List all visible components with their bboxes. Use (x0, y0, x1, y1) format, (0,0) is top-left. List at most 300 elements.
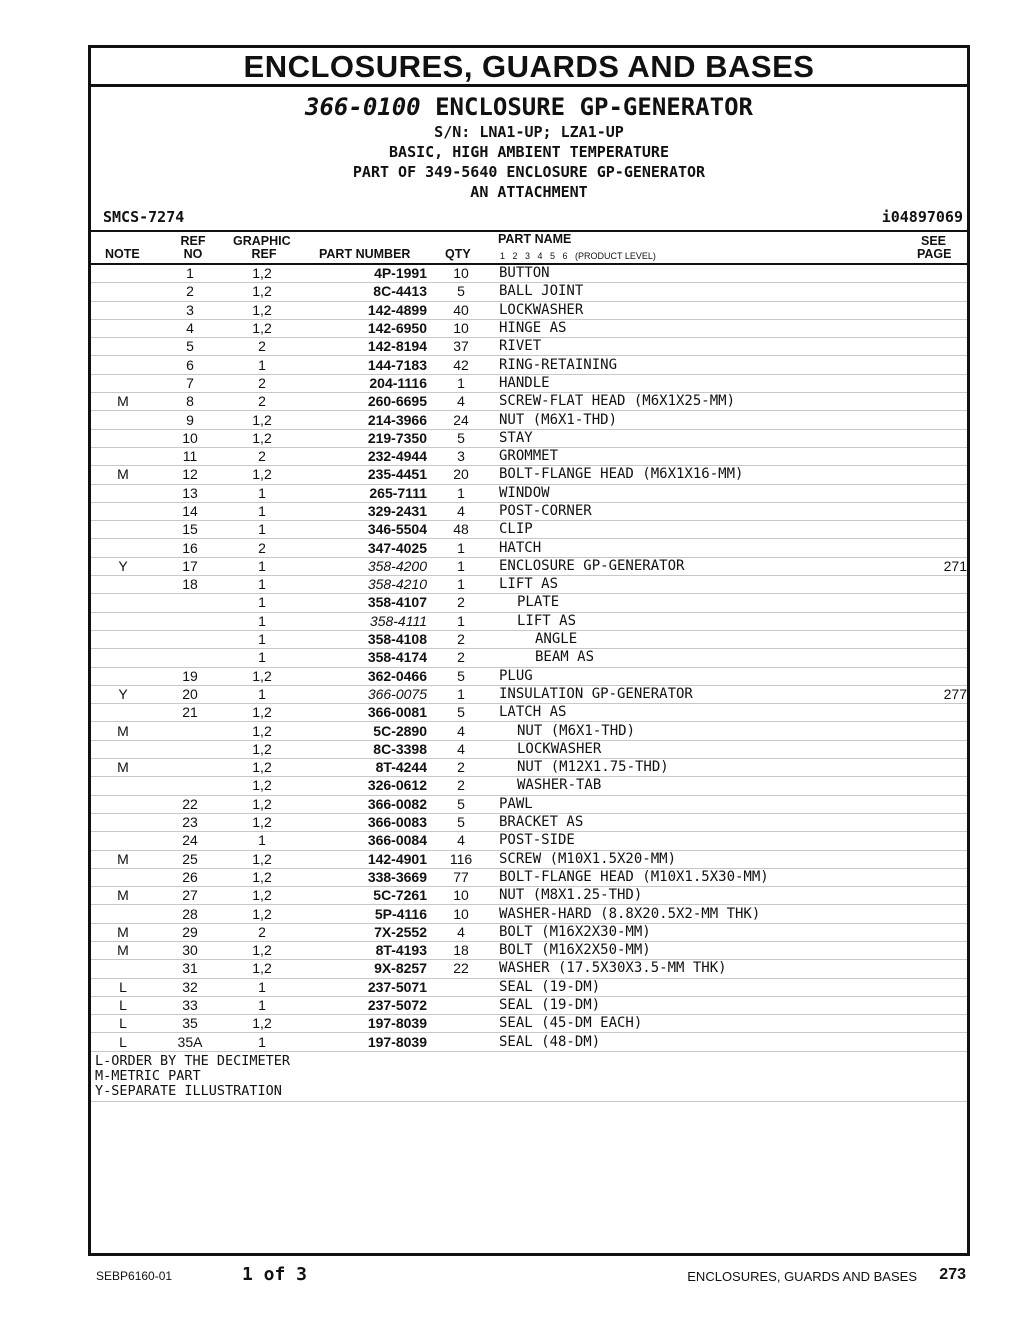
part-name-cell: LIFT AS (495, 612, 889, 630)
note-cell: M (91, 923, 155, 941)
graphic-ref-cell: 1 (225, 832, 299, 850)
note-cell (91, 319, 155, 337)
qty-cell: 37 (427, 338, 495, 356)
graphic-ref-cell: 1,2 (225, 283, 299, 301)
table-row (91, 649, 967, 667)
part-name-cell: HANDLE (495, 374, 889, 392)
qty-cell: 3 (427, 447, 495, 465)
qty-cell: 4 (427, 740, 495, 758)
qty-cell: 10 (427, 905, 495, 923)
part-name-cell: BRACKET AS (495, 813, 889, 831)
see-page-cell (889, 850, 967, 868)
part-name-cell: NUT (M12X1.75-THD) (495, 759, 889, 777)
part-name-cell: BEAM AS (495, 649, 889, 667)
footer-section-title: ENCLOSURES, GUARDS AND BASES (687, 1269, 917, 1284)
note-cell (91, 502, 155, 520)
part-name-cell: SCREW (M10X1.5X20-MM) (495, 850, 889, 868)
note-cell (91, 283, 155, 301)
see-page-cell (889, 887, 967, 905)
table-row (91, 594, 967, 612)
qty-cell: 10 (427, 319, 495, 337)
part-name-cell: ENCLOSURE GP-GENERATOR (495, 557, 889, 575)
see-page-cell (889, 576, 967, 594)
ref-no-cell: 21 (155, 704, 225, 722)
graphic-ref-cell: 1,2 (225, 466, 299, 484)
see-page-cell (889, 667, 967, 685)
note-line: Y-SEPARATE ILLUSTRATION (95, 1082, 282, 1099)
see-page-cell (889, 356, 967, 374)
qty-cell: 10 (427, 265, 495, 283)
part-number-cell: 142-8194 (299, 338, 427, 356)
table-row (91, 447, 967, 465)
col-graphic-2: REF (251, 247, 277, 261)
note-cell: M (91, 759, 155, 777)
part-number-cell: 358-4111 (299, 612, 427, 630)
qty-cell: 4 (427, 923, 495, 941)
part-name-cell: PAWL (495, 795, 889, 813)
see-page-cell (889, 960, 967, 978)
qty-cell: 5 (427, 795, 495, 813)
table-row (91, 374, 967, 392)
part-number-cell: 358-4107 (299, 594, 427, 612)
table-row (91, 539, 967, 557)
table-row (91, 832, 967, 850)
graphic-ref-cell: 1,2 (225, 319, 299, 337)
qty-cell: 116 (427, 850, 495, 868)
col-ref-1: REF (180, 234, 206, 248)
note-cell (91, 301, 155, 319)
qty-cell (427, 978, 495, 996)
ref-no-cell (155, 649, 225, 667)
see-page-cell (889, 612, 967, 630)
qty-cell: 5 (427, 429, 495, 447)
ref-no-cell: 23 (155, 813, 225, 831)
qty-cell: 4 (427, 832, 495, 850)
see-page-cell (889, 630, 967, 648)
graphic-ref-cell: 1 (225, 996, 299, 1014)
see-page-cell (889, 1015, 967, 1033)
see-page-cell (889, 868, 967, 886)
ref-no-cell: 27 (155, 887, 225, 905)
graphic-ref-cell: 1,2 (225, 1015, 299, 1033)
table-row (91, 612, 967, 630)
note-cell: L (91, 978, 155, 996)
graphic-ref-cell: 1,2 (225, 905, 299, 923)
see-page-cell (889, 905, 967, 923)
part-name-cell: STAY (495, 429, 889, 447)
part-number-cell: 329-2431 (299, 502, 427, 520)
graphic-ref-cell: 1,2 (225, 704, 299, 722)
part-name-cell: PLATE (495, 594, 889, 612)
table-row (91, 265, 967, 283)
ref-no-cell: 22 (155, 795, 225, 813)
see-page-cell (889, 521, 967, 539)
table-row (91, 521, 967, 539)
parts-table-body (91, 265, 967, 1051)
part-number-cell: 237-5071 (299, 978, 427, 996)
section-title: ENCLOSURES, GUARDS AND BASES (91, 48, 967, 87)
part-number-cell: 232-4944 (299, 447, 427, 465)
see-page-cell (889, 1033, 967, 1051)
see-page-cell (889, 283, 967, 301)
part-number-cell: 214-3966 (299, 411, 427, 429)
part-name-cell: LOCKWASHER (495, 301, 889, 319)
part-name-cell: WASHER-HARD (8.8X20.5X2-MM THK) (495, 905, 889, 923)
graphic-ref-cell: 1 (225, 594, 299, 612)
ref-no-cell: 5 (155, 338, 225, 356)
ref-no-cell: 19 (155, 667, 225, 685)
table-row (91, 996, 967, 1014)
graphic-ref-cell: 1,2 (225, 941, 299, 959)
ref-no-cell: 14 (155, 502, 225, 520)
ref-no-cell: 11 (155, 447, 225, 465)
ref-no-cell: 7 (155, 374, 225, 392)
graphic-ref-cell: 1,2 (225, 795, 299, 813)
ref-no-cell: 20 (155, 685, 225, 703)
note-line: L-ORDER BY THE DECIMETER (95, 1052, 291, 1069)
ref-no-cell: 8 (155, 393, 225, 411)
graphic-ref-cell: 1,2 (225, 777, 299, 795)
graphic-ref-cell: 1 (225, 576, 299, 594)
ref-no-cell: 24 (155, 832, 225, 850)
graphic-ref-cell: 1,2 (225, 722, 299, 740)
col-qty: QTY (445, 247, 471, 261)
part-number-cell: 5C-2890 (299, 722, 427, 740)
note-cell (91, 868, 155, 886)
col-ref-2: NO (183, 247, 203, 261)
table-row (91, 393, 967, 411)
note-cell (91, 704, 155, 722)
part-number-cell: 144-7183 (299, 356, 427, 374)
qty-cell: 5 (427, 667, 495, 685)
see-page-cell (889, 594, 967, 612)
part-number-cell: 142-6950 (299, 319, 427, 337)
publication-number: SEBP6160-01 (96, 1269, 173, 1283)
table-row (91, 356, 967, 374)
table-row (91, 1033, 967, 1051)
part-number-cell: 347-4025 (299, 539, 427, 557)
qty-cell: 2 (427, 759, 495, 777)
part-number-cell: 142-4901 (299, 850, 427, 868)
ref-no-cell: 32 (155, 978, 225, 996)
ref-no-cell: 18 (155, 576, 225, 594)
part-name-cell: BOLT (M16X2X50-MM) (495, 941, 889, 959)
qty-cell: 22 (427, 960, 495, 978)
page-footer (0, 1264, 1020, 1288)
note-cell (91, 813, 155, 831)
qty-cell: 1 (427, 374, 495, 392)
table-row (91, 557, 967, 575)
part-number-cell: 265-7111 (299, 484, 427, 502)
qty-cell: 2 (427, 777, 495, 795)
note-cell: L (91, 1033, 155, 1051)
group-name: ENCLOSURE GP-GENERATOR (435, 93, 753, 121)
see-page-cell (889, 740, 967, 758)
part-number-cell: 7X-2552 (299, 923, 427, 941)
note-cell (91, 667, 155, 685)
qty-cell: 4 (427, 393, 495, 411)
graphic-ref-cell: 1,2 (225, 667, 299, 685)
table-row (91, 576, 967, 594)
note-cell (91, 777, 155, 795)
ref-no-cell: 17 (155, 557, 225, 575)
part-name-cell: BOLT-FLANGE HEAD (M6X1X16-MM) (495, 466, 889, 484)
ref-no-cell: 30 (155, 941, 225, 959)
column-header (91, 232, 967, 265)
see-page-cell (889, 941, 967, 959)
part-number-cell: 8C-4413 (299, 283, 427, 301)
heading-line-4: AN ATTACHMENT (470, 183, 588, 201)
parts-table (91, 265, 967, 1052)
qty-cell: 24 (427, 411, 495, 429)
part-number-cell: 219-7350 (299, 429, 427, 447)
part-number-cell: 358-4200 (299, 557, 427, 575)
qty-cell: 20 (427, 466, 495, 484)
see-page-cell (889, 795, 967, 813)
page-of: 1 of 3 (242, 1264, 308, 1285)
table-row (91, 301, 967, 319)
ref-no-cell: 29 (155, 923, 225, 941)
heading-line-3: PART OF 349-5640 ENCLOSURE GP-GENERATOR (352, 163, 706, 181)
see-page-cell (889, 447, 967, 465)
table-row (91, 978, 967, 996)
part-number-cell: 366-0084 (299, 832, 427, 850)
catalog-page-frame (88, 45, 970, 1256)
ref-no-cell: 15 (155, 521, 225, 539)
graphic-ref-cell: 1,2 (225, 868, 299, 886)
see-page-cell (889, 393, 967, 411)
part-name-cell: ANGLE (495, 630, 889, 648)
part-name-cell: NUT (M8X1.25-THD) (495, 887, 889, 905)
qty-cell: 5 (427, 704, 495, 722)
table-row (91, 484, 967, 502)
part-number-cell: 326-0612 (299, 777, 427, 795)
graphic-ref-cell: 1 (225, 685, 299, 703)
note-cell (91, 649, 155, 667)
table-row (91, 411, 967, 429)
note-cell: Y (91, 557, 155, 575)
graphic-ref-cell: 2 (225, 338, 299, 356)
part-name-cell: WINDOW (495, 484, 889, 502)
see-page-cell (889, 832, 967, 850)
note-cell (91, 832, 155, 850)
qty-cell (427, 996, 495, 1014)
ref-no-cell: 2 (155, 283, 225, 301)
part-number-cell: 9X-8257 (299, 960, 427, 978)
see-page-cell (889, 319, 967, 337)
note-cell (91, 795, 155, 813)
qty-cell: 1 (427, 576, 495, 594)
col-part-name: PART NAME (498, 232, 572, 246)
table-row (91, 429, 967, 447)
ref-no-cell: 9 (155, 411, 225, 429)
graphic-ref-cell: 1,2 (225, 813, 299, 831)
ref-no-cell: 10 (155, 429, 225, 447)
see-page-cell: 271 (889, 557, 967, 575)
part-number-cell: 346-5504 (299, 521, 427, 539)
see-page-cell (889, 374, 967, 392)
note-cell (91, 374, 155, 392)
table-row (91, 1015, 967, 1033)
graphic-ref-cell: 1 (225, 612, 299, 630)
note-cell (91, 411, 155, 429)
part-name-cell: SEAL (48-DM) (495, 1033, 889, 1051)
qty-cell: 5 (427, 813, 495, 831)
graphic-ref-cell: 1 (225, 557, 299, 575)
part-number-cell: 362-0466 (299, 667, 427, 685)
note-cell (91, 594, 155, 612)
graphic-ref-cell: 2 (225, 923, 299, 941)
ref-no-cell (155, 759, 225, 777)
see-page-cell (889, 502, 967, 520)
note-cell (91, 612, 155, 630)
table-row (91, 923, 967, 941)
see-page-cell (889, 539, 967, 557)
part-number-cell: 358-4174 (299, 649, 427, 667)
graphic-ref-cell: 1,2 (225, 887, 299, 905)
ref-no-cell: 3 (155, 301, 225, 319)
part-number-cell: 358-4108 (299, 630, 427, 648)
part-name-cell: INSULATION GP-GENERATOR (495, 685, 889, 703)
part-name-cell: SEAL (19-DM) (495, 978, 889, 996)
note-cell (91, 576, 155, 594)
qty-cell: 4 (427, 722, 495, 740)
part-name-cell: WASHER-TAB (495, 777, 889, 795)
graphic-ref-cell: 1,2 (225, 301, 299, 319)
qty-cell: 2 (427, 649, 495, 667)
qty-cell (427, 1015, 495, 1033)
note-cell: L (91, 996, 155, 1014)
note-line: M-METRIC PART (95, 1067, 201, 1084)
ref-no-cell: 6 (155, 356, 225, 374)
see-page-cell (889, 704, 967, 722)
page-number: 273 (939, 1266, 966, 1283)
qty-cell: 77 (427, 868, 495, 886)
graphic-ref-cell: 1 (225, 649, 299, 667)
part-number-cell: 197-8039 (299, 1015, 427, 1033)
see-page-cell (889, 777, 967, 795)
note-cell: L (91, 1015, 155, 1033)
ref-no-cell (155, 594, 225, 612)
table-row (91, 850, 967, 868)
part-name-cell: WASHER (17.5X30X3.5-MM THK) (495, 960, 889, 978)
ref-no-cell: 35A (155, 1033, 225, 1051)
note-cell (91, 539, 155, 557)
note-cell: M (91, 393, 155, 411)
graphic-ref-cell: 1 (225, 356, 299, 374)
see-page-cell (889, 759, 967, 777)
qty-cell: 1 (427, 539, 495, 557)
note-cell: Y (91, 685, 155, 703)
part-number-cell: 237-5072 (299, 996, 427, 1014)
part-name-cell: BOLT (M16X2X30-MM) (495, 923, 889, 941)
group-part-number: 366-0100 (305, 93, 421, 121)
table-row (91, 685, 967, 703)
see-page-cell (889, 923, 967, 941)
see-page-cell: 277 (889, 685, 967, 703)
note-cell (91, 521, 155, 539)
qty-cell (427, 1033, 495, 1051)
see-page-cell (889, 338, 967, 356)
qty-cell: 1 (427, 685, 495, 703)
graphic-ref-cell: 1 (225, 1033, 299, 1051)
qty-cell: 18 (427, 941, 495, 959)
part-number-cell: 5C-7261 (299, 887, 427, 905)
part-number-cell: 366-0082 (299, 795, 427, 813)
qty-cell: 1 (427, 612, 495, 630)
serial-range: S/N: LNA1-UP; LZA1-UP (434, 123, 624, 141)
part-name-cell: HATCH (495, 539, 889, 557)
part-number-cell: 260-6695 (299, 393, 427, 411)
table-row (91, 960, 967, 978)
part-name-cell: BUTTON (495, 265, 889, 283)
part-number-cell: 8T-4244 (299, 759, 427, 777)
part-number-cell: 8T-4193 (299, 941, 427, 959)
col-part-number: PART NUMBER (319, 247, 411, 261)
table-row (91, 795, 967, 813)
qty-cell: 10 (427, 887, 495, 905)
smcs-code: SMCS-7274 (103, 208, 185, 226)
part-name-cell: NUT (M6X1-THD) (495, 722, 889, 740)
table-row (91, 466, 967, 484)
graphic-ref-cell: 1,2 (225, 850, 299, 868)
qty-cell: 4 (427, 502, 495, 520)
ref-no-cell (155, 777, 225, 795)
note-cell (91, 429, 155, 447)
ref-no-cell: 26 (155, 868, 225, 886)
table-row (91, 777, 967, 795)
table-row (91, 722, 967, 740)
qty-cell: 48 (427, 521, 495, 539)
table-row (91, 283, 967, 301)
table-row (91, 502, 967, 520)
qty-cell: 42 (427, 356, 495, 374)
see-page-cell (889, 429, 967, 447)
part-name-cell: POST-CORNER (495, 502, 889, 520)
qty-cell: 1 (427, 557, 495, 575)
ref-no-cell (155, 630, 225, 648)
ref-no-cell (155, 612, 225, 630)
part-name-cell: LIFT AS (495, 576, 889, 594)
table-row (91, 941, 967, 959)
col-see-1: SEE (921, 234, 947, 248)
table-row (91, 338, 967, 356)
graphic-ref-cell: 1 (225, 502, 299, 520)
part-name-cell: PLUG (495, 667, 889, 685)
note-cell: M (91, 850, 155, 868)
note-cell (91, 356, 155, 374)
graphic-ref-cell: 2 (225, 374, 299, 392)
part-name-cell: BOLT-FLANGE HEAD (M10X1.5X30-MM) (495, 868, 889, 886)
qty-cell: 40 (427, 301, 495, 319)
ref-no-cell: 13 (155, 484, 225, 502)
note-cell (91, 960, 155, 978)
part-number-cell: 204-1116 (299, 374, 427, 392)
note-cell (91, 630, 155, 648)
notes-legend (91, 1052, 967, 1102)
see-page-cell (889, 265, 967, 283)
part-number-cell: 197-8039 (299, 1033, 427, 1051)
col-product-level: 1 2 3 4 5 6 (PRODUCT LEVEL) (500, 251, 656, 261)
graphic-ref-cell: 1 (225, 521, 299, 539)
graphic-ref-cell: 1,2 (225, 429, 299, 447)
table-row (91, 887, 967, 905)
note-cell (91, 447, 155, 465)
col-note: NOTE (105, 247, 140, 261)
table-row (91, 704, 967, 722)
qty-cell: 2 (427, 630, 495, 648)
note-cell: M (91, 941, 155, 959)
